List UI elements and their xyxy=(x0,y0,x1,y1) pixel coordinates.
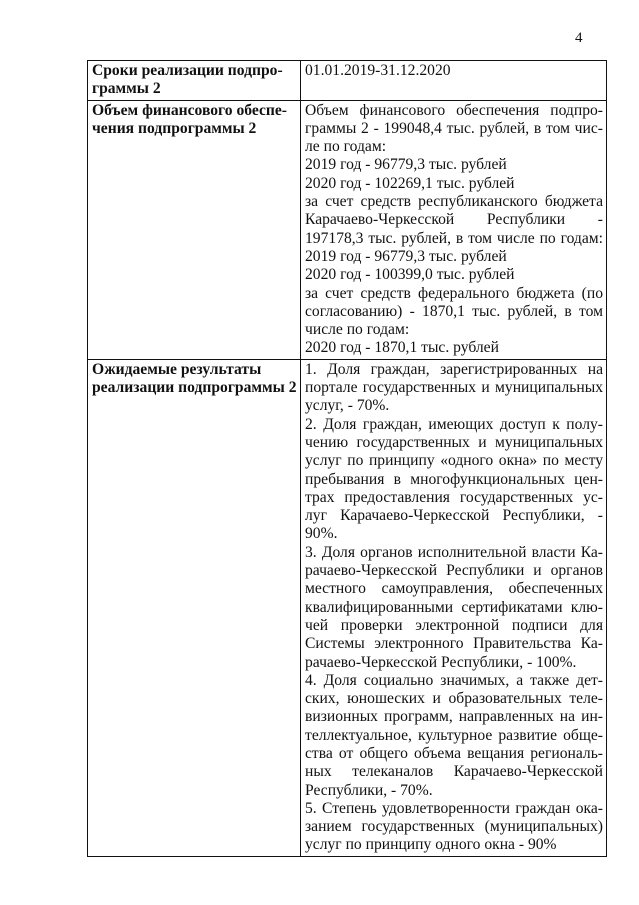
row-value-line: рачаево-Черкесской Республики и органов xyxy=(305,562,603,580)
row-value-line: рачаево-Черкесской Республики, - 100%. xyxy=(305,653,577,671)
row-value-line: занием государственных (муниципальных) xyxy=(305,818,603,836)
row-value-line: портале государственных и муниципальных xyxy=(305,379,603,397)
row-value-line: Республики, - 70%. xyxy=(305,781,433,799)
row-value-line: 2020 год - 1870,1 тыс. рублей xyxy=(305,339,499,357)
row-label-line: Объем финансового обеспе- xyxy=(92,101,287,119)
row-value-line: квалифицированными сертификатами клю- xyxy=(305,598,603,616)
row-value-line: пребывания в многофункциональных цен- xyxy=(305,470,603,488)
row-value-line: за счет средств республиканского бюджета xyxy=(305,193,603,211)
row-value-line: ле по годам: xyxy=(305,138,387,156)
row-value-line: числе по годам: xyxy=(305,321,410,339)
row-value-line: услуг по принципу одного окна - 90% xyxy=(305,836,557,854)
row-value-line: 1. Доля граждан, зарегистрированных на xyxy=(305,360,603,378)
row-value-cell xyxy=(301,61,607,101)
row-value-line: 197178,3 тыс. рублей, в том числе по годам: xyxy=(305,229,603,247)
row-value-line: Объем финансового обеспечения подпро- xyxy=(305,101,603,119)
row-label-line: Сроки реализации подпро- xyxy=(92,62,283,79)
row-value-line: ства от общего объема вещания региональ- xyxy=(305,744,603,762)
row-value-line: луг Карачаево-Черкесской Республики, - xyxy=(305,507,603,525)
row-value-line: 90%. xyxy=(305,525,338,543)
row-value-line: 01.01.2019-31.12.2020 xyxy=(305,62,451,79)
row-value-line: визионных программ, направленных на ин- xyxy=(305,708,603,726)
row-label-line: Ожидаемые результаты xyxy=(92,360,262,378)
row-value-line: ных телеканалов Карачаево-Черкесской xyxy=(305,763,603,781)
row-value-line: ских, юношеских и образовательных теле- xyxy=(305,690,603,708)
row-value-line: согласованию) - 1870,1 тыс. рублей, в том xyxy=(305,302,603,320)
row-value-line: 2020 год - 102269,1 тыс. рублей xyxy=(305,174,515,192)
row-value-line: услуг по принципу «одного окна» по месту xyxy=(305,452,603,470)
row-value-line: 2020 год - 100399,0 тыс. рублей xyxy=(305,266,515,284)
row-label-line: реализации подпрограммы 2 xyxy=(92,379,297,397)
row-value-line: местного самоуправления, обеспеченных xyxy=(305,580,603,598)
row-value-cell xyxy=(301,100,607,359)
row-value-line: чей проверки электронной подписи для xyxy=(305,616,603,634)
page-number: 4 xyxy=(575,30,583,46)
row-value-line: чению государственных и муниципальных xyxy=(305,433,603,451)
table-row-implementation-period xyxy=(88,61,607,101)
table-row-expected-results xyxy=(88,359,607,856)
row-value-line: 2019 год - 96779,3 тыс. рублей xyxy=(305,247,507,265)
row-value-line: 3. Доля органов исполнительной власти Ка- xyxy=(305,543,603,561)
row-label-cell xyxy=(88,61,301,101)
row-value-line: 2. Доля граждан, имеющих доступ к полу- xyxy=(305,415,603,433)
row-value-line: за счет средств федерального бюджета (по xyxy=(305,284,603,302)
row-label-line: граммы 2 xyxy=(92,80,161,98)
row-label-cell xyxy=(88,100,301,359)
row-label-cell xyxy=(88,359,301,856)
row-value-line: теллектуальное, культурное развитие обще- xyxy=(305,726,603,744)
row-value-line: 5. Степень удовлетворенности граждан ока- xyxy=(305,799,603,817)
row-value-line: 2019 год - 96779,3 тыс. рублей xyxy=(305,156,507,174)
row-value-line: услуг, - 70%. xyxy=(305,397,390,415)
row-value-line: Карачаево-Черкесской Республики - xyxy=(305,211,603,229)
row-value-cell xyxy=(301,359,607,856)
table-row-financing-volume xyxy=(88,100,607,359)
row-value-line: трах предоставления государственных ус- xyxy=(305,488,603,506)
row-value-line: Системы электронного Правительства Ка- xyxy=(305,635,603,653)
row-value-line: граммы 2 - 199048,4 тыс. рублей, в том чис- xyxy=(305,119,603,137)
subprogram-passport-table xyxy=(87,60,607,857)
row-value-line: 4. Доля социально значимых, а также дет- xyxy=(305,671,603,689)
row-label-line: чения подпрограммы 2 xyxy=(92,119,257,137)
